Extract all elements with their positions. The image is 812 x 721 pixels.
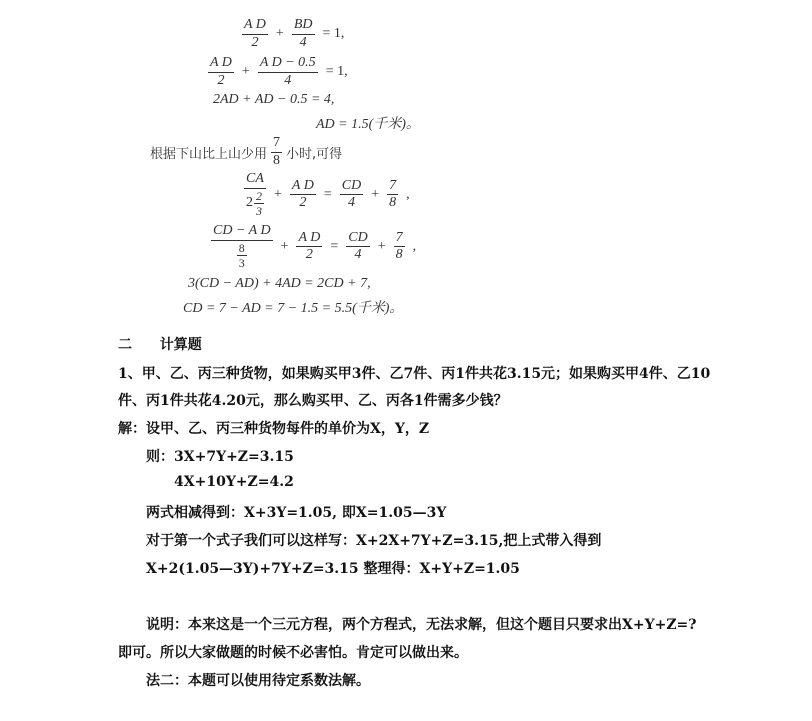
- fraction: CA 2 $\frac{2}{3}$: [246, 171, 264, 219]
- fraction: $\frac{\text{A D − 0.5}}{4}$: [259, 55, 316, 88]
- fraction: $\frac{CD}{4}$: [348, 229, 368, 263]
- fraction: $\frac{BD}{4}$: [293, 17, 313, 50]
- fraction: $\frac{7}{8}$: [395, 229, 403, 263]
- problem-line-2: 件、丙1件共花4.20元，那么购买甲、乙、丙各1件需多少钱？: [118, 393, 508, 409]
- solution-line-5: 对于第一个式子我们可以这样写：X+2X+7Y+Z=3.15,把上式带入得到: [146, 533, 602, 549]
- section-title: 计算题: [159, 337, 202, 353]
- fraction: $\frac{\text{A D}}{2}$: [291, 177, 314, 211]
- equation-3: 2AD + AD − 0.5 = 4,: [213, 92, 335, 107]
- fraction: $\frac{CD}{4}$: [341, 177, 362, 211]
- solution-line-3: 4X+10Y+Z=4.2: [174, 474, 294, 490]
- fraction: $\frac{\text{A D}}{2}$: [210, 55, 232, 88]
- equation-2: $\frac{\text{A D}}{2}$ + $\frac{\text{A D − 0.5}}{4}$ = 1,: [210, 55, 348, 88]
- solution-line-2: 则：3X+7Y+Z=3.15: [146, 449, 294, 465]
- equation-5: CA 2 $\frac{2}{3}$ + $\frac{\text{A D}}{2}$ = $\frac{CD}{4}$ + $\frac{7}{8}$ ,: [246, 171, 410, 219]
- fraction: $\frac{\text{A D}}{2}$: [244, 17, 266, 50]
- equation-4: AD = 1.5(千米)。: [316, 117, 420, 132]
- fraction: $\frac{7}{8}$: [389, 177, 397, 211]
- scan-sentence: 根据下山比上山少用 $\frac{7}{8}$ 小时,可得: [150, 135, 343, 168]
- equation-1: $\frac{\text{A D}}{2}$ + $\frac{BD}{4}$ = 1,: [244, 17, 345, 50]
- problem-line-1: 1、甲、乙、丙三种货物，如果购买甲3件、乙7件、丙1件共花3.15元；如果购买甲4件、乙10: [118, 366, 711, 382]
- section-heading: [118, 334, 202, 354]
- note-line-2: 即可。所以大家做题的时候不必害怕。肯定可以做出来。: [118, 645, 468, 661]
- solution-line-6: X+2(1.05—3Y)+7Y+Z=3.15 整理得：X+Y+Z=1.05: [146, 561, 520, 577]
- fraction: $\frac{\text{CD − A D}}{\frac{8}{3}}$: [213, 223, 271, 271]
- section-number: 二: [118, 337, 132, 353]
- note-line-3: 法二：本题可以使用待定系数法解。: [146, 673, 370, 689]
- equation-6: $\frac{\text{CD − A D}}{\frac{8}{3}}$ + $\frac{\text{A D}}{2}$ = $\frac{CD}{4}$ + $\frac{7}{8}$ ,: [213, 223, 417, 271]
- fraction: $\frac{7}{8}$: [273, 135, 281, 168]
- fraction: $\frac{\text{A D}}{2}$: [298, 229, 321, 263]
- note-line-1: 说明：本来这是一个三元方程，两个方程式，无法求解，但这个题目只要求出X+Y+Z=?: [146, 617, 697, 633]
- solution-line-4: 两式相减得到：X+3Y=1.05, 即X=1.05—3Y: [146, 505, 447, 521]
- solution-line-1: 解：设甲、乙、丙三种货物每件的单价为X，Y，Z: [118, 421, 430, 437]
- equation-7: 3(CD − AD) + 4AD = 2CD + 7,: [188, 276, 371, 291]
- equation-8: CD = 7 − AD = 7 − 1.5 = 5.5(千米)。: [183, 301, 404, 316]
